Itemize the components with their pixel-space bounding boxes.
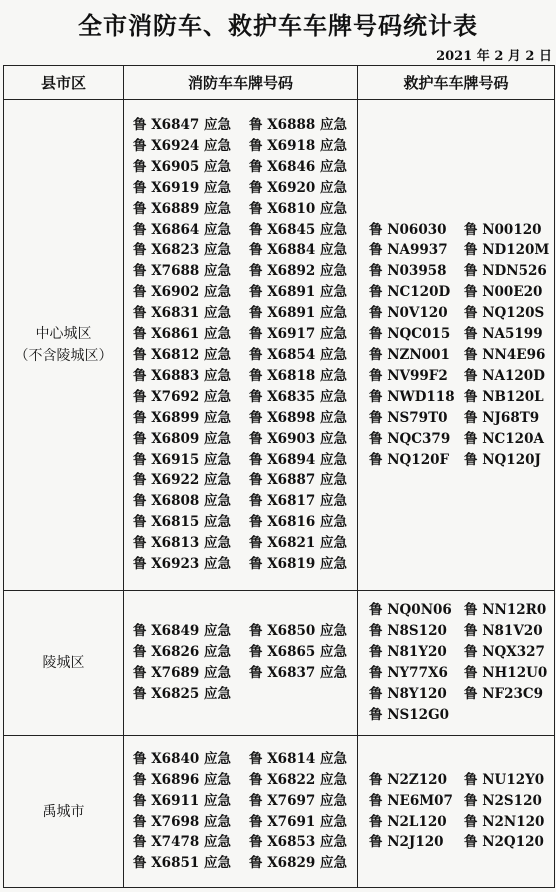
ambulance-plate: 鲁 N8S120 xyxy=(369,623,447,640)
fire-plate: 鲁 X6905 应急 xyxy=(133,158,231,175)
ambulance-plate: 鲁 NQC015 xyxy=(369,326,451,343)
plate-table xyxy=(3,65,555,888)
fire-plate: 鲁 X6918 应急 xyxy=(249,137,347,154)
fire-plate: 鲁 X7689 应急 xyxy=(133,665,231,681)
ambulance-plate: 鲁 N03958 xyxy=(369,263,447,280)
fire-plate: 鲁 X6814 应急 xyxy=(249,750,347,767)
fire-plate: 鲁 X6884 应急 xyxy=(249,242,347,259)
ambulance-plates-cell xyxy=(358,100,555,591)
fire-plate: 鲁 X6808 应急 xyxy=(133,493,231,510)
document-title: 全市消防车、救护车车牌号码统计表 xyxy=(78,11,478,40)
fire-plate: 鲁 X6923 应急 xyxy=(133,556,231,573)
ambulance-plate: 鲁 NZN001 xyxy=(369,347,450,363)
fire-plate: 鲁 X6837 应急 xyxy=(249,665,347,681)
ambulance-plate: 鲁 N81V20 xyxy=(464,623,543,640)
ambulance-plate: 鲁 NJ68T9 xyxy=(464,409,540,426)
fire-plate: 鲁 X6821 应急 xyxy=(249,535,347,552)
ambulance-plate: 鲁 NQX327 xyxy=(464,644,545,661)
ambulance-plate: 鲁 N0V120 xyxy=(369,305,448,322)
county-cell xyxy=(4,100,124,591)
fire-plate: 鲁 X6896 应急 xyxy=(133,771,231,788)
fire-plate: 鲁 X6812 应急 xyxy=(133,347,231,363)
ambulance-plate: 鲁 NA5199 xyxy=(464,326,543,343)
table-header-row xyxy=(4,66,555,100)
ambulance-plate: 鲁 NQ120S xyxy=(464,305,545,322)
fire-plate: 鲁 X6816 应急 xyxy=(249,514,347,531)
fire-plate: 鲁 X6810 应急 xyxy=(249,200,347,217)
header-ambulance-plates: 救护车车牌号码 xyxy=(358,66,555,100)
ambulance-plate: 鲁 N00E20 xyxy=(464,284,543,301)
ambulance-plate: 鲁 NH12U0 xyxy=(464,665,548,681)
fire-plates-cell xyxy=(124,591,358,736)
fire-plate: 鲁 X6822 应急 xyxy=(249,771,347,788)
fire-plate-grid xyxy=(133,749,357,874)
fire-plate: 鲁 X6864 应急 xyxy=(133,221,231,238)
fire-plate: 鲁 X6891 应急 xyxy=(249,305,347,322)
fire-plate: 鲁 X6840 应急 xyxy=(133,750,231,767)
fire-plate: 鲁 X6888 应急 xyxy=(249,117,347,134)
fire-plate: 鲁 X6846 应急 xyxy=(249,158,347,175)
table-row xyxy=(4,736,555,888)
fire-plate: 鲁 X6847 应急 xyxy=(133,117,231,134)
ambulance-plate: 鲁 NU12Y0 xyxy=(464,771,545,788)
ambulance-plate: 鲁 NC120A xyxy=(464,430,544,447)
ambulance-plates-cell xyxy=(358,591,555,736)
header-county: 县市区 xyxy=(4,66,124,100)
ambulance-plate: 鲁 N2S120 xyxy=(464,792,542,809)
fire-plates-cell xyxy=(124,736,358,888)
ambulance-plate: 鲁 NV99F2 xyxy=(369,367,448,384)
fire-plate: 鲁 X7691 应急 xyxy=(249,813,347,830)
county-name: 陵城区 xyxy=(42,655,85,671)
county-name: 中心城区 xyxy=(35,326,92,342)
fire-plate: 鲁 X6854 应急 xyxy=(249,347,347,363)
ambulance-plate: 鲁 NQ0N06 xyxy=(369,602,452,619)
ambulance-plate-grid xyxy=(369,770,554,854)
fire-plate: 鲁 X6899 应急 xyxy=(133,409,231,426)
fire-plate: 鲁 X6911 应急 xyxy=(133,792,231,809)
ambulance-plate: 鲁 NA9937 xyxy=(369,242,448,259)
fire-plate: 鲁 X6817 应急 xyxy=(249,493,347,510)
fire-plate: 鲁 X6891 应急 xyxy=(249,284,347,301)
fire-plate: 鲁 X6920 应急 xyxy=(249,179,347,196)
county-note: （不含陵城区） xyxy=(14,348,113,364)
county-cell xyxy=(4,736,124,888)
ambulance-plate: 鲁 NB120L xyxy=(464,388,544,405)
ambulance-plate: 鲁 N2Q120 xyxy=(464,834,544,851)
fire-plate: 鲁 X6853 应急 xyxy=(249,834,347,851)
ambulance-plate: 鲁 N2L120 xyxy=(369,813,447,830)
fire-plate: 鲁 X7688 应急 xyxy=(133,263,231,280)
fire-plate: 鲁 X6894 应急 xyxy=(249,451,347,468)
fire-plate: 鲁 X6831 应急 xyxy=(133,305,231,322)
fire-plate: 鲁 X6917 应急 xyxy=(249,326,347,343)
ambulance-plate: 鲁 NWD118 xyxy=(369,388,455,405)
header-fire-plates: 消防车车牌号码 xyxy=(124,66,358,100)
ambulance-plate-grid xyxy=(369,600,554,725)
ambulance-plate: 鲁 N2Z120 xyxy=(369,771,447,788)
ambulance-plate: 鲁 NQC379 xyxy=(369,430,451,447)
ambulance-plate: 鲁 NA120D xyxy=(464,367,545,384)
ambulance-plate: 鲁 N00120 xyxy=(464,221,542,238)
fire-plate: 鲁 X6902 应急 xyxy=(133,284,231,301)
ambulance-plate: 鲁 N81Y20 xyxy=(369,644,447,661)
fire-plate: 鲁 X6829 应急 xyxy=(249,855,347,872)
fire-plate: 鲁 X6826 应急 xyxy=(133,644,231,661)
ambulance-plate: 鲁 NC120D xyxy=(369,284,451,301)
fire-plate: 鲁 X6919 应急 xyxy=(133,179,231,196)
ambulance-plate: 鲁 N2J120 xyxy=(369,834,444,851)
fire-plate: 鲁 X6903 应急 xyxy=(249,430,347,447)
fire-plate: 鲁 X6815 应急 xyxy=(133,514,231,531)
fire-plate: 鲁 X6850 应急 xyxy=(249,623,347,640)
ambulance-plate: 鲁 N2N120 xyxy=(464,813,545,830)
fire-plate: 鲁 X7692 应急 xyxy=(133,388,231,405)
fire-plate-grid xyxy=(133,621,357,705)
ambulance-plate: 鲁 NF23C9 xyxy=(464,685,544,702)
fire-plate: 鲁 X6865 应急 xyxy=(249,644,347,661)
fire-plate: 鲁 X6898 应急 xyxy=(249,409,347,426)
table-row xyxy=(4,591,555,736)
fire-plate: 鲁 X6835 应急 xyxy=(249,388,347,405)
county-name: 禹城市 xyxy=(42,803,85,820)
ambulance-plate: 鲁 NQ120J xyxy=(464,451,541,468)
fire-plate: 鲁 X6813 应急 xyxy=(133,535,231,552)
document-date: 2021 年 2 月 2 日 xyxy=(436,49,552,64)
fire-plate: 鲁 X6851 应急 xyxy=(133,855,231,872)
ambulance-plate-grid xyxy=(369,220,554,471)
ambulance-plate: 鲁 NS12G0 xyxy=(369,706,449,723)
fire-plate: 鲁 X6818 应急 xyxy=(249,367,347,384)
fire-plates-cell xyxy=(124,100,358,591)
fire-plate: 鲁 X6849 应急 xyxy=(133,623,231,640)
table-row xyxy=(4,100,555,591)
fire-plate: 鲁 X6889 应急 xyxy=(133,200,231,217)
fire-plate: 鲁 X6887 应急 xyxy=(249,472,347,489)
ambulance-plate: 鲁 N8Y120 xyxy=(369,685,447,702)
ambulance-plate: 鲁 NQ120F xyxy=(369,451,450,468)
ambulance-plate: 鲁 ND120M xyxy=(464,242,550,259)
fire-plate: 鲁 X7478 应急 xyxy=(133,834,231,851)
fire-plate: 鲁 X6809 应急 xyxy=(133,430,231,447)
fire-plate: 鲁 X7698 应急 xyxy=(133,813,231,830)
ambulance-plates-cell xyxy=(358,736,555,888)
ambulance-plate: 鲁 NDN526 xyxy=(464,263,547,280)
fire-plate: 鲁 X6922 应急 xyxy=(133,472,231,489)
county-cell xyxy=(4,591,124,736)
ambulance-plate: 鲁 NY77X6 xyxy=(369,665,448,681)
ambulance-plate: 鲁 N06030 xyxy=(369,221,447,238)
fire-plate: 鲁 X6915 应急 xyxy=(133,451,231,468)
fire-plate: 鲁 X6825 应急 xyxy=(133,685,231,702)
fire-plate: 鲁 X7697 应急 xyxy=(249,792,347,809)
fire-plate: 鲁 X6892 应急 xyxy=(249,263,347,280)
ambulance-plate: 鲁 NN4E96 xyxy=(464,347,546,363)
fire-plate: 鲁 X6845 应急 xyxy=(249,221,347,238)
ambulance-plate: 鲁 NS79T0 xyxy=(369,409,448,426)
ambulance-plate: 鲁 NE6M07 xyxy=(369,792,453,809)
fire-plate: 鲁 X6883 应急 xyxy=(133,367,231,384)
fire-plate: 鲁 X6819 应急 xyxy=(249,556,347,573)
fire-plate: 鲁 X6823 应急 xyxy=(133,242,231,259)
ambulance-plate: 鲁 NN12R0 xyxy=(464,602,547,619)
fire-plate: 鲁 X6861 应急 xyxy=(133,326,231,343)
fire-plate: 鲁 X6924 应急 xyxy=(133,137,231,154)
fire-plate-grid xyxy=(133,115,357,575)
